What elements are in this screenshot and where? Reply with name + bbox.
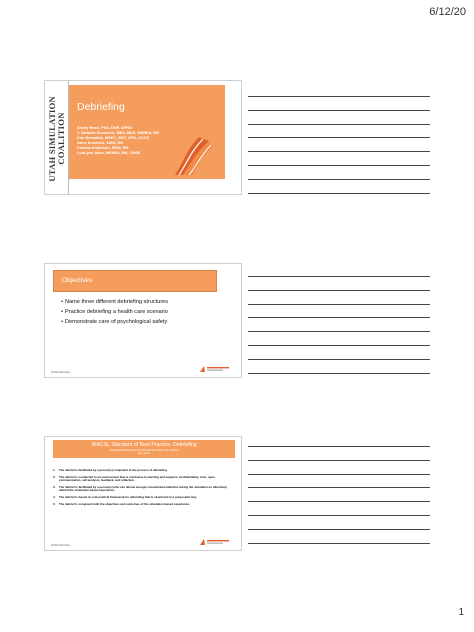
slide-heading: INACSL Standard of Best Practice: Debriefing <box>91 442 197 448</box>
standards-list <box>53 469 229 509</box>
standard-item: 3. The debrief is facilitated by a person(s) who can devote enough concentrated attention during the simulation to effectively debrief the simulation-based experience. <box>53 484 228 493</box>
footer-logo-icon <box>199 365 231 373</box>
objectives-list <box>61 297 168 327</box>
standard-item: 1. The debrief is facilitated by a person(s) competent in the process of debriefing. <box>53 468 168 472</box>
brand-line-1: UTAH SIMULATION <box>47 95 57 182</box>
author-item: Shelly Reed, PhD, DNP, APRN <box>77 125 132 130</box>
standard-item: 5. The debrief is congruent with the objectives and outcomes of the simulation-based experience. <box>53 501 190 506</box>
objective-item: • Name three different debriefing structures <box>61 297 168 307</box>
author-item: LuuLynn Allen, MSNEd, RN, CHSE <box>77 150 141 155</box>
slide-header <box>53 270 217 292</box>
brand-logo <box>45 81 69 195</box>
slide-footer-text: 6/2022 Debriefing <box>51 371 70 374</box>
page-number: 1 <box>458 607 464 618</box>
notes-lines-1 <box>248 96 430 206</box>
brand-line-2: COALITION <box>56 112 66 165</box>
objective-item: • Practice debriefing a health care scenario <box>61 307 168 317</box>
notes-lines-2 <box>248 276 430 386</box>
page-date: 6/12/20 <box>429 6 466 18</box>
author-item: Kim Benedick, MSEC, BBT, NPS, ACCS <box>77 135 150 140</box>
subtitle-line-2: (Gur sesh) <box>137 452 151 456</box>
slide-thumbnail-1 <box>44 80 242 195</box>
slide-subtitle <box>53 449 235 455</box>
author-item: Pamela Anderson, MSN, RN <box>77 145 129 150</box>
slide-thumbnail-2 <box>44 263 242 378</box>
slide-thumbnail-3 <box>44 436 242 551</box>
slide-title: Debriefing <box>77 101 125 113</box>
objective-item: • Demonstrate care of psychological safety <box>61 317 168 327</box>
notes-lines-3 <box>248 446 430 556</box>
subtitle-line-1: International Association for Clinical Simulation and Learning <box>109 449 179 452</box>
standard-item: 4. The debrief is based on a theoretical framework for debriefing that is structured in a purposeful way. <box>53 494 197 499</box>
slide-footer-text: 6/2022 Debriefing <box>51 544 70 547</box>
author-item: J. Melanie Summers, MEd, MSS, MSNEd, RN <box>77 130 159 135</box>
ribbon-art-icon <box>169 133 217 177</box>
standard-item: 2. The debrief is conducted in an environment that is conducive to learning and supports confidentiality, trust, open communication, self-analysis, feedback, and reflection. <box>53 474 215 483</box>
slide-header <box>53 440 235 458</box>
author-item: Anne Kendrick, MSN, RN <box>77 140 124 145</box>
footer-logo-icon <box>199 538 231 546</box>
slide-heading: Objectives <box>62 277 93 284</box>
author-list <box>77 125 159 155</box>
